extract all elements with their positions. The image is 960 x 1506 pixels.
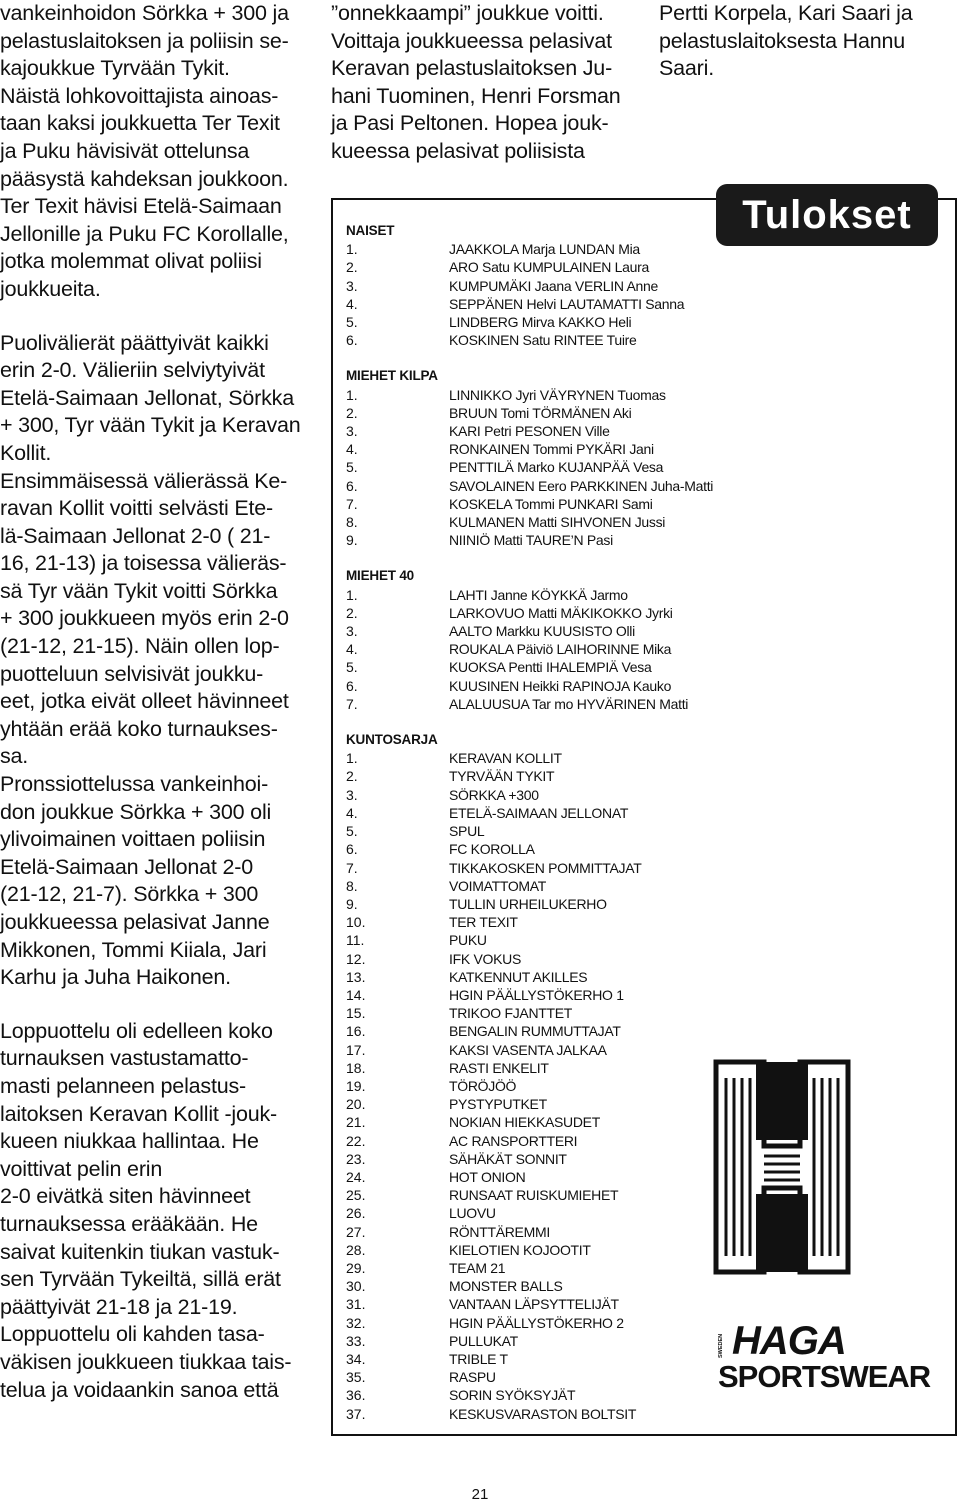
results-row <box>346 1150 713 1168</box>
results-rank: 7. <box>346 859 358 876</box>
text-line: sä Tyr vään Tykit voitti Sörkka <box>0 578 278 603</box>
results-rank: 28. <box>346 1241 366 1258</box>
results-rank: 5. <box>346 659 358 676</box>
results-row <box>346 1168 713 1186</box>
text-line: 16, 21-13) ja toisessa välieräs- <box>0 551 287 576</box>
text-line: masti pelanneen pelastus- <box>0 1073 246 1098</box>
results-row <box>346 1386 713 1404</box>
results-name: PYSTYPUTKET <box>449 1096 547 1113</box>
results-rank: 16. <box>346 1023 366 1040</box>
text-line: (21-12, 21-15). Näin ollen lop- <box>0 634 280 659</box>
results-rank: 36. <box>346 1387 366 1404</box>
results-name: RUNSAAT RUISKUMIEHET <box>449 1187 619 1204</box>
results-row <box>346 1186 713 1204</box>
text-line: Puolivälierät päättyivät kaikki <box>0 330 269 355</box>
text-line: + 300 joukkueen myös erin 2-0 <box>0 606 289 631</box>
text-line: pelastuslaitoksen ja poliisin se- <box>0 28 289 53</box>
results-row <box>346 859 713 877</box>
results-name: VANTAAN LÄPSYTTELIJÄT <box>449 1296 619 1313</box>
results-rank: 25. <box>346 1187 366 1204</box>
results-name: ETELÄ-SAIMAAN JELLONAT <box>449 804 629 821</box>
text-line: + 300, Tyr vään Tykit ja Keravan <box>0 413 301 438</box>
text-line: joukkueessa pelasivat Janne <box>0 910 270 934</box>
logo-brand-small: SWEDEN <box>718 1333 724 1358</box>
results-rank: 3. <box>346 423 358 440</box>
results-name: KULMANEN Matti SIHVONEN Jussi <box>449 514 666 531</box>
article-column-2 <box>331 0 631 166</box>
results-row <box>346 386 713 404</box>
results-row <box>346 968 713 986</box>
text-line: erin 2-0. Välieriin selviytyivät <box>0 358 265 383</box>
text-line: päättyivät 21-18 ja 21-19. <box>0 1294 238 1319</box>
results-rank: 32. <box>346 1314 366 1331</box>
results-row <box>346 513 713 531</box>
results-name: TÖRÖJÖÖ <box>449 1077 517 1094</box>
results-row <box>346 1241 713 1259</box>
results-rank: 26. <box>346 1205 366 1222</box>
results-rank: 9. <box>346 532 358 549</box>
results-rank: 27. <box>346 1223 366 1240</box>
results-row <box>346 640 713 658</box>
text-line: Pronssiottelussa vankeinhoi- <box>0 772 269 797</box>
results-section-heading: MIEHET 40 <box>346 568 414 584</box>
results-name: PENTTILÄ Marko KUJANPÄÄ Vesa <box>449 459 664 476</box>
results-row <box>346 622 713 640</box>
results-rank: 4. <box>346 804 358 821</box>
results-rank: 2. <box>346 404 358 421</box>
text-line: turnauksessa erääkään. He <box>0 1211 258 1236</box>
results-rank: 5. <box>346 823 358 840</box>
results-row <box>346 277 713 295</box>
results-name: TRIBLE T <box>449 1350 508 1367</box>
results-rank: 1. <box>346 386 358 403</box>
results-rank: 3. <box>346 277 358 294</box>
results-rank: 11. <box>346 932 365 949</box>
results-row <box>346 1368 713 1386</box>
results-name: SPUL <box>449 823 485 840</box>
results-rank: 7. <box>346 495 358 512</box>
text-line: Etelä-Saimaan Jellonat, Sörkka <box>0 385 294 410</box>
results-name: KIELOTIEN KOJOOTIT <box>449 1241 591 1258</box>
text-line: Näistä lohkovoittajista ainoas- <box>0 83 279 108</box>
results-name: MONSTER BALLS <box>449 1278 563 1295</box>
article-column-3 <box>659 0 957 83</box>
results-name: SÖRKKA +300 <box>449 786 539 803</box>
results-name: SORIN SYÖKSYJÄT <box>449 1387 576 1404</box>
results-name: HGIN PÄÄLLYSTÖKERHO 2 <box>449 1314 624 1331</box>
results-row <box>346 950 713 968</box>
text-line: (21-12, 21-7). Sörkka + 300 <box>0 882 259 907</box>
results-name: SEPPÄNEN Helvi LAUTAMATTI Sanna <box>449 295 685 312</box>
results-row <box>346 895 713 913</box>
results-name: NOKIAN HIEKKASUDET <box>449 1114 600 1131</box>
results-rank: 18. <box>346 1059 366 1076</box>
results-rank: 17. <box>346 1041 366 1058</box>
results-name: TYRVÄÄN TYKIT <box>449 768 555 785</box>
results-row <box>346 1223 713 1241</box>
results-name: LAHTI Janne KÖYKKÄ Jarmo <box>449 586 628 603</box>
text-line: puotteluun selvisivät joukku- <box>0 661 264 686</box>
results-section-heading: KUNTOSARJA <box>346 732 438 748</box>
results-name: LARKOVUO Matti MÄKIKOKKO Jyrki <box>449 604 673 621</box>
results-rank: 20. <box>346 1096 366 1113</box>
results-rank: 22. <box>346 1132 366 1149</box>
results-badge: Tulokset <box>716 184 938 246</box>
text-line: Mikkonen, Tommi Kiiala, Jari <box>0 937 267 962</box>
results-rank: 5. <box>346 314 358 331</box>
results-rank: 6. <box>346 677 358 694</box>
results-rank: 15. <box>346 1005 366 1022</box>
results-name: ROUKALA Päiviö LAIHORINNE Mika <box>449 641 672 658</box>
text-line: 2-0 eivätkä siten hävinneet <box>0 1184 251 1209</box>
results-row <box>346 531 713 549</box>
results-row <box>346 495 713 513</box>
results-rank: 10. <box>346 914 366 931</box>
results-name: ARO Satu KUMPULAINEN Laura <box>449 259 649 276</box>
results-name: JAAKKOLA Marja LUNDAN Mia <box>449 241 640 258</box>
results-row <box>346 1277 713 1295</box>
text-line: Pertti Korpela, Kari Saari ja <box>659 1 913 25</box>
results-rank: 21. <box>346 1114 366 1131</box>
results-section <box>346 367 713 549</box>
results-name: FC KOROLLA <box>449 841 535 858</box>
results-rank: 2. <box>346 768 358 785</box>
results-name: KUUSINEN Heikki RAPINOJA Kauko <box>449 677 672 694</box>
results-row <box>346 822 713 840</box>
results-rank: 2. <box>346 604 358 621</box>
text-line: pelastuslaitoksesta Hannu <box>659 28 905 53</box>
results-name: KERAVAN KOLLIT <box>449 750 562 767</box>
results-name: SAVOLAINEN Eero PARKKINEN Juha-Matti <box>449 477 714 494</box>
results-row <box>346 331 713 349</box>
results-name: RONKAINEN Tommi PYKÄRI Jani <box>449 441 654 458</box>
results-row <box>346 931 713 949</box>
text-line: don joukkue Sörkka + 300 oli <box>0 799 272 824</box>
text-line: Saari. <box>659 56 714 81</box>
results-name: KESKUSVARASTON BOLTSIT <box>449 1405 637 1422</box>
haga-sportswear-logo <box>718 1319 931 1396</box>
results-rank: 6. <box>346 477 358 494</box>
results-row <box>346 440 713 458</box>
results-section-heading: MIEHET KILPA <box>346 368 438 384</box>
text-line: Karhu ja Juha Haikonen. <box>0 965 231 990</box>
results-row <box>346 258 713 276</box>
results-name: TEAM 21 <box>449 1259 506 1276</box>
text-line: Ensimmäisessä välierässä Ke- <box>0 468 288 493</box>
results-rank: 14. <box>346 986 366 1003</box>
results-section <box>346 567 713 713</box>
results-rank: 9. <box>346 895 358 912</box>
results-name: AALTO Markku KUUSISTO Olli <box>449 623 635 640</box>
text-line: sen Tyrvään Tykeiltä, sillä erät <box>0 1267 281 1292</box>
text-line: lä-Saimaan Jellonat 2-0 ( 21- <box>0 523 271 548</box>
text-line: ravan Kollit voitti selvästi Ete- <box>0 496 274 521</box>
text-line: Loppuottelu oli edelleen koko <box>0 1018 273 1043</box>
text-line: Etelä-Saimaan Jellonat 2-0 <box>0 854 253 879</box>
results-row <box>346 1204 713 1222</box>
results-rank: 34. <box>346 1350 366 1367</box>
results-rank: 3. <box>346 786 358 803</box>
results-name: LINNIKKO Jyri VÄYRYNEN Tuomas <box>449 386 666 403</box>
results-row <box>346 477 713 495</box>
text-line: voittivat pelin erin <box>0 1156 163 1181</box>
article-column-1 <box>0 0 305 1404</box>
logo-tagline: SPORTSWEAR <box>718 1359 931 1394</box>
text-line: ”onnekkaampi” joukkue voitti. <box>331 1 604 25</box>
results-row <box>346 1022 713 1040</box>
results-rank: 2. <box>346 259 358 276</box>
text-line: väkisen joukkueen tiukkaa tais- <box>0 1349 292 1374</box>
results-row <box>346 658 713 676</box>
results-name: KATKENNUT AKILLES <box>449 968 588 985</box>
text-line: ylivoimainen voittaen poliisin <box>0 827 266 852</box>
results-name: TIKKAKOSKEN POMMITTAJAT <box>449 859 642 876</box>
results-row <box>346 677 713 695</box>
results-rank: 35. <box>346 1369 366 1386</box>
text-line: Kollit. <box>0 440 52 465</box>
results-name: TRIKOO FJANTTET <box>449 1005 573 1022</box>
results-name: RASPU <box>449 1369 496 1386</box>
results-row <box>346 1041 713 1059</box>
results-rank: 33. <box>346 1332 366 1349</box>
results-row <box>346 1004 713 1022</box>
text-line: hani Tuominen, Henri Forsman <box>331 83 621 108</box>
results-row <box>346 804 713 822</box>
text-line: saivat kuitenkin tiukan vastuk- <box>0 1239 280 1264</box>
results-row <box>346 240 713 258</box>
results-row <box>346 786 713 804</box>
results-rank: 37. <box>346 1405 366 1422</box>
results-row <box>346 1077 713 1095</box>
results-row <box>346 767 713 785</box>
results-name: KUOKSA Pentti IHALEMPIÄ Vesa <box>449 659 652 676</box>
results-rank: 8. <box>346 877 358 894</box>
results-name: LINDBERG Mirva KAKKO Heli <box>449 314 632 331</box>
results-section <box>346 222 713 349</box>
text-line: pääsystä kahdeksan joukkoon. <box>0 166 289 191</box>
results-row <box>346 295 713 313</box>
results-name: PUKU <box>449 932 487 949</box>
results-name: HOT ONION <box>449 1168 526 1185</box>
results-rank: 31. <box>346 1296 366 1313</box>
results-name: IFK VOKUS <box>449 950 521 967</box>
results-section-heading: NAISET <box>346 223 395 238</box>
page-number: 21 <box>471 1486 489 1503</box>
results-name: TULLIN URHEILUKERHO <box>449 895 607 912</box>
results-rank: 6. <box>346 841 358 858</box>
text-line: ja Puku hävisivät ottelunsa <box>0 138 250 163</box>
text-line: ja Pasi Peltonen. Hopea jouk- <box>331 111 609 136</box>
results-box <box>331 198 957 1436</box>
results-rank: 7. <box>346 695 358 712</box>
text-line: jotka molemmat olivat poliisi <box>0 249 262 274</box>
results-name: ALALUUSUA Tar mo HYVÄRINEN Matti <box>449 695 689 712</box>
results-rank: 23. <box>346 1150 366 1167</box>
results-name: PULLUKAT <box>449 1332 518 1349</box>
results-row <box>346 749 713 767</box>
text-line: laitoksen Keravan Kollit -jouk- <box>0 1101 278 1126</box>
results-row <box>346 1095 713 1113</box>
results-row <box>346 877 713 895</box>
results-rank: 4. <box>346 441 358 458</box>
text-line: kueen niukkaa hallintaa. He <box>0 1129 259 1154</box>
results-row <box>346 422 713 440</box>
results-rank: 1. <box>346 241 358 258</box>
haga-h-logo-icon <box>712 1058 852 1276</box>
results-row <box>346 1405 713 1423</box>
text-line: kueessa pelasivat poliisista <box>331 138 585 163</box>
results-row <box>346 1132 713 1150</box>
results-name: TER TEXIT <box>449 914 518 931</box>
results-row <box>346 1332 713 1350</box>
results-rank: 5. <box>346 459 358 476</box>
results-name: RASTI ENKELIT <box>449 1059 549 1076</box>
results-name: BRUUN Tomi TÖRMÄNEN Aki <box>449 404 632 421</box>
results-row <box>346 458 713 476</box>
text-line: telua ja voidaankin sanoa että <box>0 1377 279 1402</box>
results-name: LUOVU <box>449 1205 496 1222</box>
results-row <box>346 404 713 422</box>
results-name: NIINIÖ Matti TAURE’N Pasi <box>449 532 613 549</box>
logo-brand-main: HAGA <box>732 1319 846 1363</box>
text-line: vankeinhoidon Sörkka + 300 ja <box>0 1 289 25</box>
results-row <box>346 1113 713 1131</box>
results-name: AC RANSPORTTERI <box>449 1132 578 1149</box>
results-name: HGIN PÄÄLLYSTÖKERHO 1 <box>449 986 624 1003</box>
results-row <box>346 313 713 331</box>
text-line: eet, jotka eivät olleet hävinneet <box>0 689 289 714</box>
results-row <box>346 695 713 713</box>
results-rank: 19. <box>346 1077 366 1094</box>
results-rank: 3. <box>346 623 358 640</box>
results-row <box>346 604 713 622</box>
results-rank: 8. <box>346 514 358 531</box>
results-rank: 4. <box>346 295 358 312</box>
results-rank: 13. <box>346 968 366 985</box>
results-row <box>346 986 713 1004</box>
text-line: Voittaja joukkueessa pelasivat <box>331 28 612 53</box>
results-list <box>346 222 713 1441</box>
results-row <box>346 840 713 858</box>
results-row <box>346 1059 713 1077</box>
results-rank: 12. <box>346 950 366 967</box>
results-name: KOSKINEN Satu RINTEE Tuire <box>449 332 637 349</box>
results-name: KAKSI VASENTA JALKAA <box>449 1041 607 1058</box>
text-line: kajoukkue Tyrvään Tykit. <box>0 56 230 81</box>
results-name: BENGALIN RUMMUTTAJAT <box>449 1023 621 1040</box>
results-rank: 29. <box>346 1259 366 1276</box>
results-name: RÖNTTÄREMMI <box>449 1223 550 1240</box>
text-line: Keravan pelastuslaitoksen Ju- <box>331 56 613 81</box>
results-rank: 24. <box>346 1168 366 1185</box>
results-row <box>346 1259 713 1277</box>
text-line: Ter Texit hävisi Etelä-Saimaan <box>0 194 282 219</box>
results-rank: 1. <box>346 750 358 767</box>
results-name: VOIMATTOMAT <box>449 877 547 894</box>
results-row <box>346 1314 713 1332</box>
text-line: Loppuottelu oli kahden tasa- <box>0 1322 265 1347</box>
results-name: KOSKELA Tommi PUNKARI Sami <box>449 495 653 512</box>
results-name: KARI Petri PESONEN Ville <box>449 423 610 440</box>
text-line: joukkueita. <box>0 276 101 301</box>
results-name: KUMPUMÄKI Jaana VERLIN Anne <box>449 277 658 294</box>
results-rank: 1. <box>346 586 358 603</box>
text-line: yhtään erää koko turnaukses- <box>0 716 278 741</box>
results-rank: 6. <box>346 332 358 349</box>
results-rank: 4. <box>346 641 358 658</box>
text-line: taan kaksi joukkuetta Ter Texit <box>0 111 280 136</box>
results-rank: 30. <box>346 1278 366 1295</box>
results-row <box>346 1295 713 1313</box>
text-line: Jellonille ja Puku FC Korollalle, <box>0 221 289 246</box>
results-name: SÄHÄKÄT SONNIT <box>449 1150 567 1167</box>
results-row <box>346 586 713 604</box>
results-row <box>346 913 713 931</box>
text-line: sa. <box>0 744 29 769</box>
results-section <box>346 731 713 1423</box>
text-line: turnauksen vastustamatto- <box>0 1046 249 1071</box>
results-row <box>346 1350 713 1368</box>
